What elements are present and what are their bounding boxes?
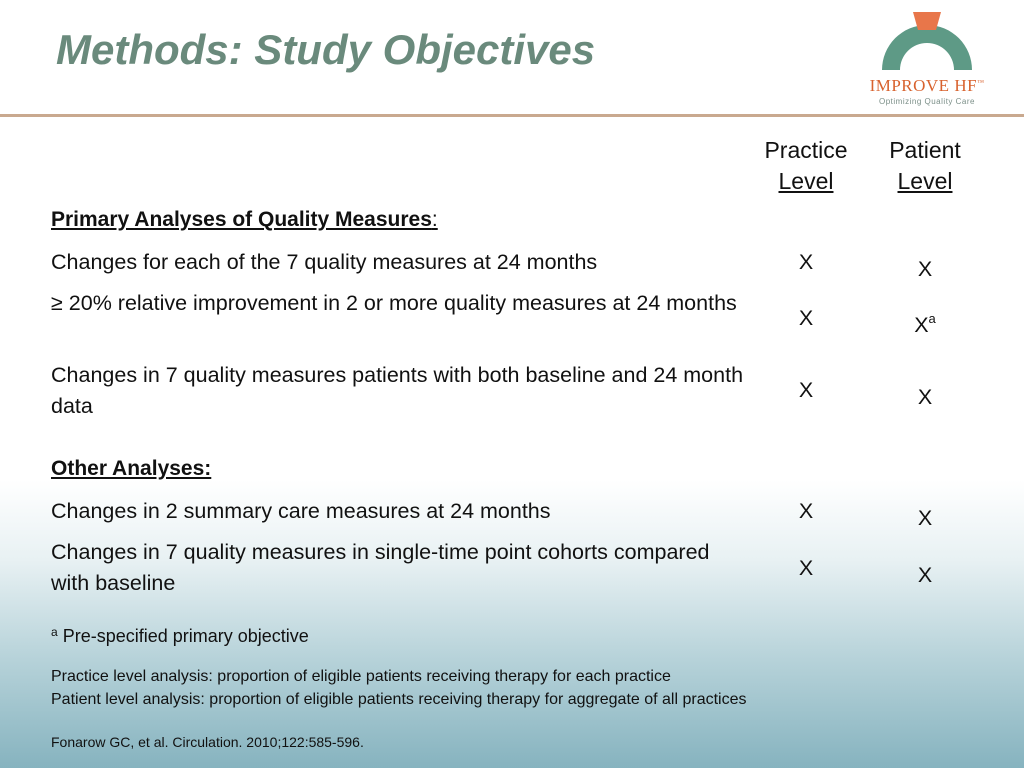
logo-name: IMPROVE HF™ [869,76,985,95]
patient-mark: $X^a$ [914,311,936,337]
practice-mark: X [798,306,814,330]
column-header-patient-line2: Level [897,168,953,194]
logo-tagline: Optimizing Quality Care [879,97,975,106]
section-heading-other: Other Analyses: [51,457,212,480]
citation: Fonarow GC, et al. Circulation. 2010;122:585-596. [51,734,364,750]
improve-hf-logo-icon [876,10,978,72]
column-header-patient-line1: Patient [889,137,961,163]
row-text: Changes in 7 quality measures patients with both baseline and 24 month data [51,363,744,418]
patient-mark: X [917,506,933,530]
logo [862,10,992,106]
column-header-practice-line1: Practice [764,137,848,163]
practice-mark: X [798,556,814,580]
row-text: Changes for each of the 7 quality measures at 24 months [51,250,598,274]
patient-mark: X [917,563,933,587]
column-header-practice-line2: Level [778,168,834,194]
row-text: Changes in 7 quality measures in single-time point cohorts compared with baseline [51,540,710,595]
column-header-practice [746,135,866,197]
section-heading-primary: Primary Analyses of Quality Measures: [51,208,438,231]
practice-mark: X [798,378,814,402]
patient-mark: X [917,385,933,409]
row-text: Changes in 2 summary care measures at 24 months [51,499,551,523]
definition-practice: Practice level analysis: proportion of eligible patients receiving therapy for each practice [51,668,671,685]
definitions [51,665,747,711]
patient-mark: X [917,257,933,281]
practice-mark: X [798,499,814,523]
title-rule [0,114,1024,117]
footnote: $^a$ Pre-specified primary objective [51,625,309,646]
column-header-patient [865,135,985,197]
slide-title: Methods: Study Objectives [56,26,596,73]
row-text: ≥ 20% relative improvement in 2 or more quality measures at 24 months [51,291,737,315]
definition-patient: Patient level analysis: proportion of eligible patients receiving therapy for aggregate of all practices [51,691,747,708]
practice-mark: X [798,250,814,274]
